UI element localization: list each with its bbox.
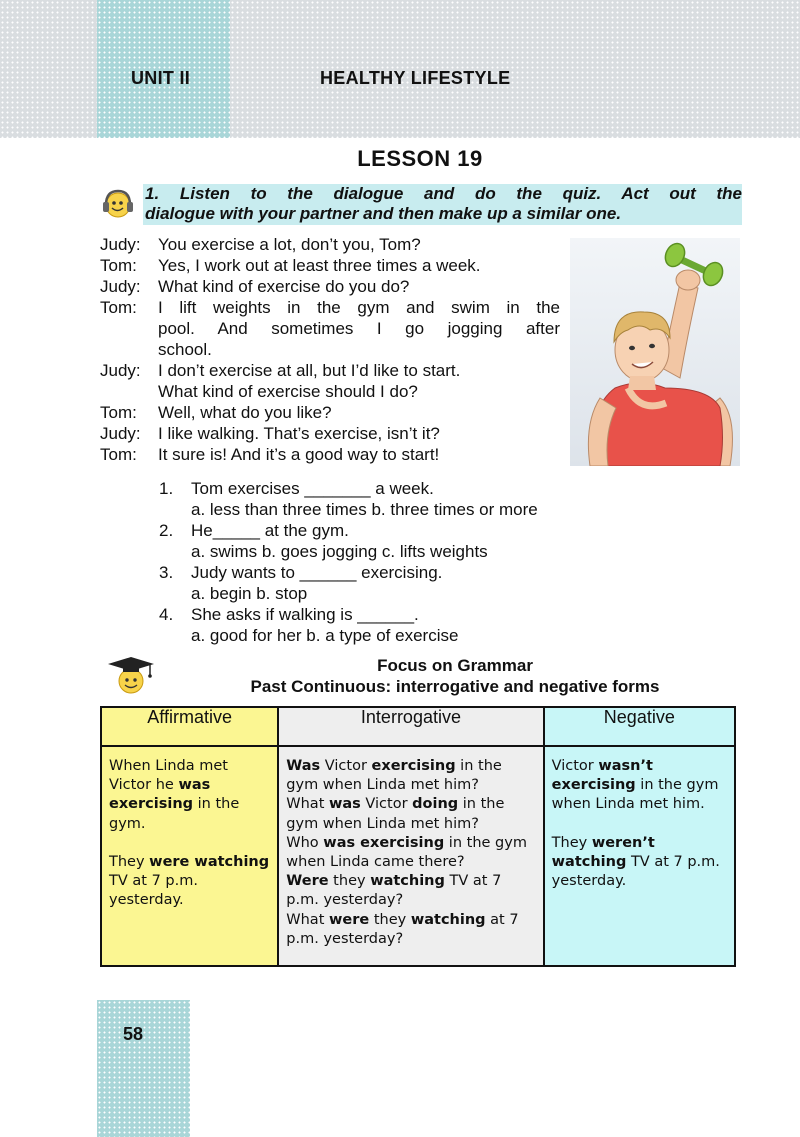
interrogative-example: [286, 834, 535, 872]
quiz-question: [159, 520, 538, 541]
dialogue: [100, 234, 560, 465]
verb-form: was exercising: [109, 777, 211, 813]
task-instruction: [143, 184, 742, 225]
dialogue-line: [100, 234, 560, 255]
speaker: Judy:: [100, 235, 141, 254]
quiz: [159, 478, 538, 646]
speaker: Tom:: [100, 403, 137, 422]
interrogative-cell: [278, 746, 543, 966]
example-text: What: [286, 911, 329, 928]
table-row: [101, 746, 735, 966]
verb-form: were: [329, 911, 370, 928]
verb-form: doing: [412, 796, 459, 813]
speaker: Judy:: [100, 424, 141, 443]
verb-form: wasn’t exercising: [551, 758, 653, 794]
interrogative-example: [286, 911, 535, 949]
utterance: What kind of exercise do you do?: [158, 277, 410, 296]
utterance-line: I don’t exercise at all, but I’d like to start.: [158, 361, 461, 380]
example-text: TV at 7 p.m. yesterday.: [109, 873, 198, 909]
question-number: 2.: [159, 521, 174, 540]
speaker: Tom:: [100, 256, 137, 275]
dialogue-line: [100, 402, 560, 423]
quiz-question: [159, 604, 538, 625]
negative-cell: [544, 746, 735, 966]
dialogue-line: [100, 423, 560, 444]
speaker: Judy:: [100, 361, 141, 380]
example-text: TV at 7 p.m. yesterday?: [286, 873, 502, 909]
page-number-band: [97, 1000, 190, 1137]
lesson-title: LESSON 19: [357, 146, 483, 171]
quiz-question: [159, 478, 538, 499]
example-text: in the gym when Linda met him.: [551, 777, 719, 813]
question-options: a. less than three times b. three times or more: [191, 500, 538, 519]
dialogue-line: [100, 360, 560, 402]
utterance-line: pool. And sometimes I go jogging after: [158, 319, 560, 338]
affirmative-example: [109, 853, 270, 911]
affirmative-cell: [101, 746, 278, 966]
utterance-line: I lift weights in the gym and swim in the: [158, 298, 560, 317]
dialogue-line: [100, 276, 560, 297]
grammar-focus-subtitle: Past Continuous: interrogative and negative forms: [250, 677, 660, 696]
column-header-negative: Negative: [544, 707, 735, 746]
example-text: in the gym when Linda met him?: [286, 758, 502, 794]
utterance: You exercise a lot, don’t you, Tom?: [158, 235, 421, 254]
utterance: It sure is! And it’s a good way to start!: [158, 445, 440, 464]
speaker: Judy:: [100, 277, 141, 296]
verb-form: was exercising: [323, 834, 445, 851]
affirmative-example: [109, 757, 270, 834]
example-text: They: [109, 853, 150, 870]
question-text: Judy wants to ______ exercising.: [191, 563, 443, 582]
example-text: in the gym.: [109, 796, 240, 832]
question-number: 4.: [159, 605, 174, 624]
question-number: 1.: [159, 479, 174, 498]
example-text: in the gym when Linda came there?: [286, 834, 527, 871]
quiz-question: [159, 562, 538, 583]
example-text: When Linda met Victor he: [109, 758, 228, 794]
dialogue-line: [100, 255, 560, 276]
verb-form: Was: [286, 758, 321, 774]
example-text: Victor: [551, 758, 599, 774]
negative-example: [552, 834, 727, 892]
example-text: Who: [286, 834, 324, 851]
example-text: Victor: [320, 758, 372, 774]
example-text: What: [286, 796, 329, 813]
grammar-table: [100, 706, 736, 967]
utterance-line: school.: [158, 340, 212, 359]
verb-form: exercising: [371, 758, 456, 774]
question-options: a. begin b. stop: [191, 584, 308, 603]
question-options: a. good for her b. a type of exercise: [191, 626, 459, 645]
example-text: Victor: [360, 796, 413, 813]
page-number: 58: [123, 1024, 144, 1044]
question-text: Tom exercises _______ a week.: [191, 479, 434, 498]
interrogative-example: [286, 795, 535, 833]
question-options: a. swims b. goes jogging c. lifts weights: [191, 542, 488, 561]
column-header-interrogative: Interrogative: [278, 707, 543, 746]
verb-form: Were: [286, 873, 329, 890]
example-text: they: [369, 911, 411, 928]
task-line-2: dialogue with your partner and then make up a similar one.: [145, 204, 622, 223]
question-number: 3.: [159, 563, 174, 582]
interrogative-example: [286, 757, 535, 795]
speaker: Tom:: [100, 445, 137, 464]
section-title: HEALTHY LIFESTYLE: [320, 68, 511, 88]
example-text: they: [328, 873, 371, 890]
dialogue-line: [100, 297, 560, 360]
spacer: [109, 834, 270, 853]
verb-form: watching: [370, 873, 445, 890]
interrogative-example: [286, 872, 535, 910]
question-text: She asks if walking is ______.: [191, 605, 419, 624]
headphones-smiley-icon: [99, 186, 135, 222]
question-text: He_____ at the gym.: [191, 521, 349, 540]
utterance: Well, what do you like?: [158, 403, 332, 422]
example-text: at 7 p.m. yesterday?: [286, 911, 519, 947]
utterance-line: What kind of exercise should I do?: [158, 382, 418, 401]
dialogue-line: [100, 444, 560, 465]
utterance: I like walking. That’s exercise, isn’t it?: [158, 424, 440, 443]
utterance: [158, 360, 560, 402]
negative-example: [552, 757, 727, 815]
boy-lifting-dumbbell-illustration: [570, 238, 740, 466]
verb-form: were watching: [149, 853, 270, 870]
utterance: [158, 297, 560, 360]
verb-form: weren’t watching: [551, 834, 655, 870]
verb-form: was: [329, 796, 361, 813]
table-header-row: [101, 707, 735, 746]
spacer: [552, 815, 727, 834]
unit-label: UNIT II: [131, 68, 191, 88]
task-line-1: 1. Listen to the dialogue and do the quiz. Act out the: [145, 184, 742, 203]
grammar-focus-title: Focus on Grammar: [377, 656, 533, 675]
verb-form: watching: [410, 911, 486, 928]
example-text: in the gym when Linda met him?: [286, 796, 505, 832]
example-text: TV at 7 p.m. yesterday.: [551, 853, 720, 890]
column-header-affirmative: Affirmative: [101, 707, 278, 746]
utterance: Yes, I work out at least three times a week.: [158, 256, 481, 275]
example-text: They: [551, 834, 592, 851]
speaker: Tom:: [100, 298, 137, 317]
